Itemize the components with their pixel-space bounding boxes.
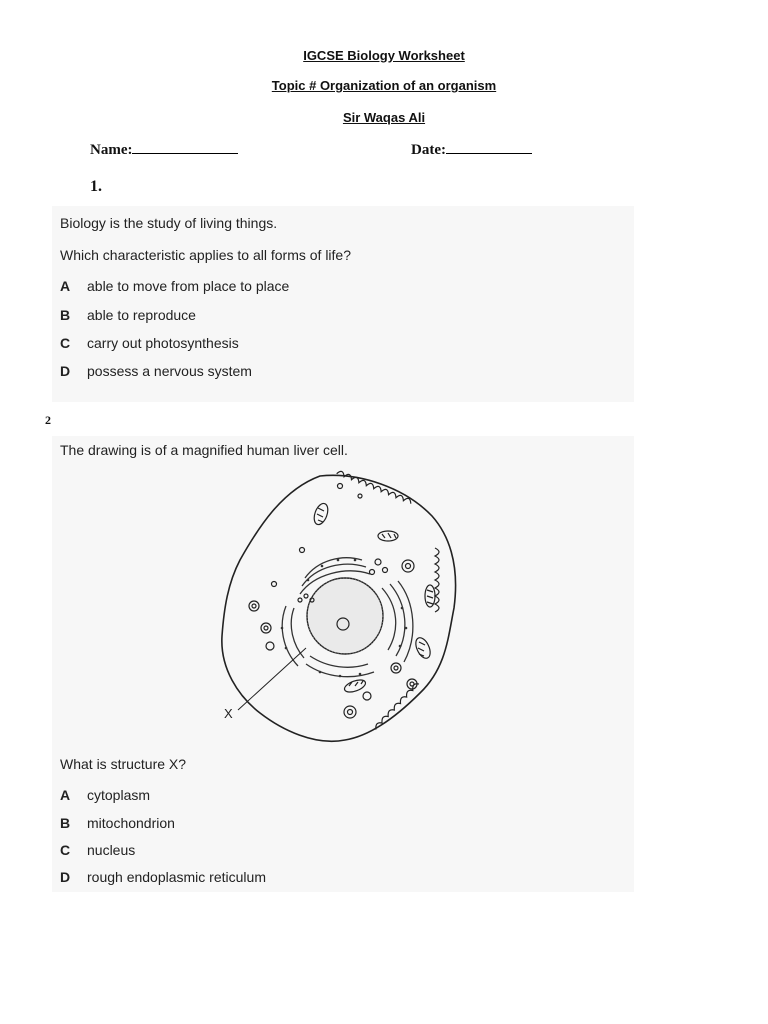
name-label: Name: [90,142,133,158]
option-text: rough endoplasmic reticulum [87,869,266,885]
liver-cell-diagram [210,468,470,748]
date-label: Date: [411,142,446,158]
question-2-prompt: What is structure X? [60,756,187,772]
date-field[interactable] [411,139,532,159]
option-letter: D [60,363,71,379]
question-1-stem: Biology is the study of living things. [60,215,278,231]
structure-x-label: X [224,706,233,721]
option-text: able to move from place to place [87,278,290,294]
question-1-number: 1. [90,178,102,195]
option-text: mitochondrion [87,815,175,831]
worksheet-title: IGCSE Biology Worksheet [303,48,465,63]
option-letter: C [60,842,71,858]
question-2-number: 2 [45,413,51,427]
option-letter: C [60,335,71,351]
date-blank[interactable] [446,139,532,154]
option-letter: B [60,307,71,323]
option-letter: D [60,869,71,885]
option-text: possess a nervous system [87,363,252,379]
option-letter: B [60,815,71,831]
option-text: able to reproduce [87,307,196,323]
option-letter: A [60,278,71,294]
question-1-prompt: Which characteristic applies to all forms of life? [60,247,351,263]
option-text: nucleus [87,842,136,858]
option-text: carry out photosynthesis [87,335,239,351]
option-text: cytoplasm [87,787,151,803]
name-field[interactable] [90,139,238,159]
name-blank[interactable] [132,139,238,154]
question-2-stem: The drawing is of a magnified human liver cell. [60,442,348,458]
topic-title: Topic # Organization of an organism [271,78,497,93]
teacher-name: Sir Waqas Ali [342,110,426,125]
option-letter: A [60,787,71,803]
